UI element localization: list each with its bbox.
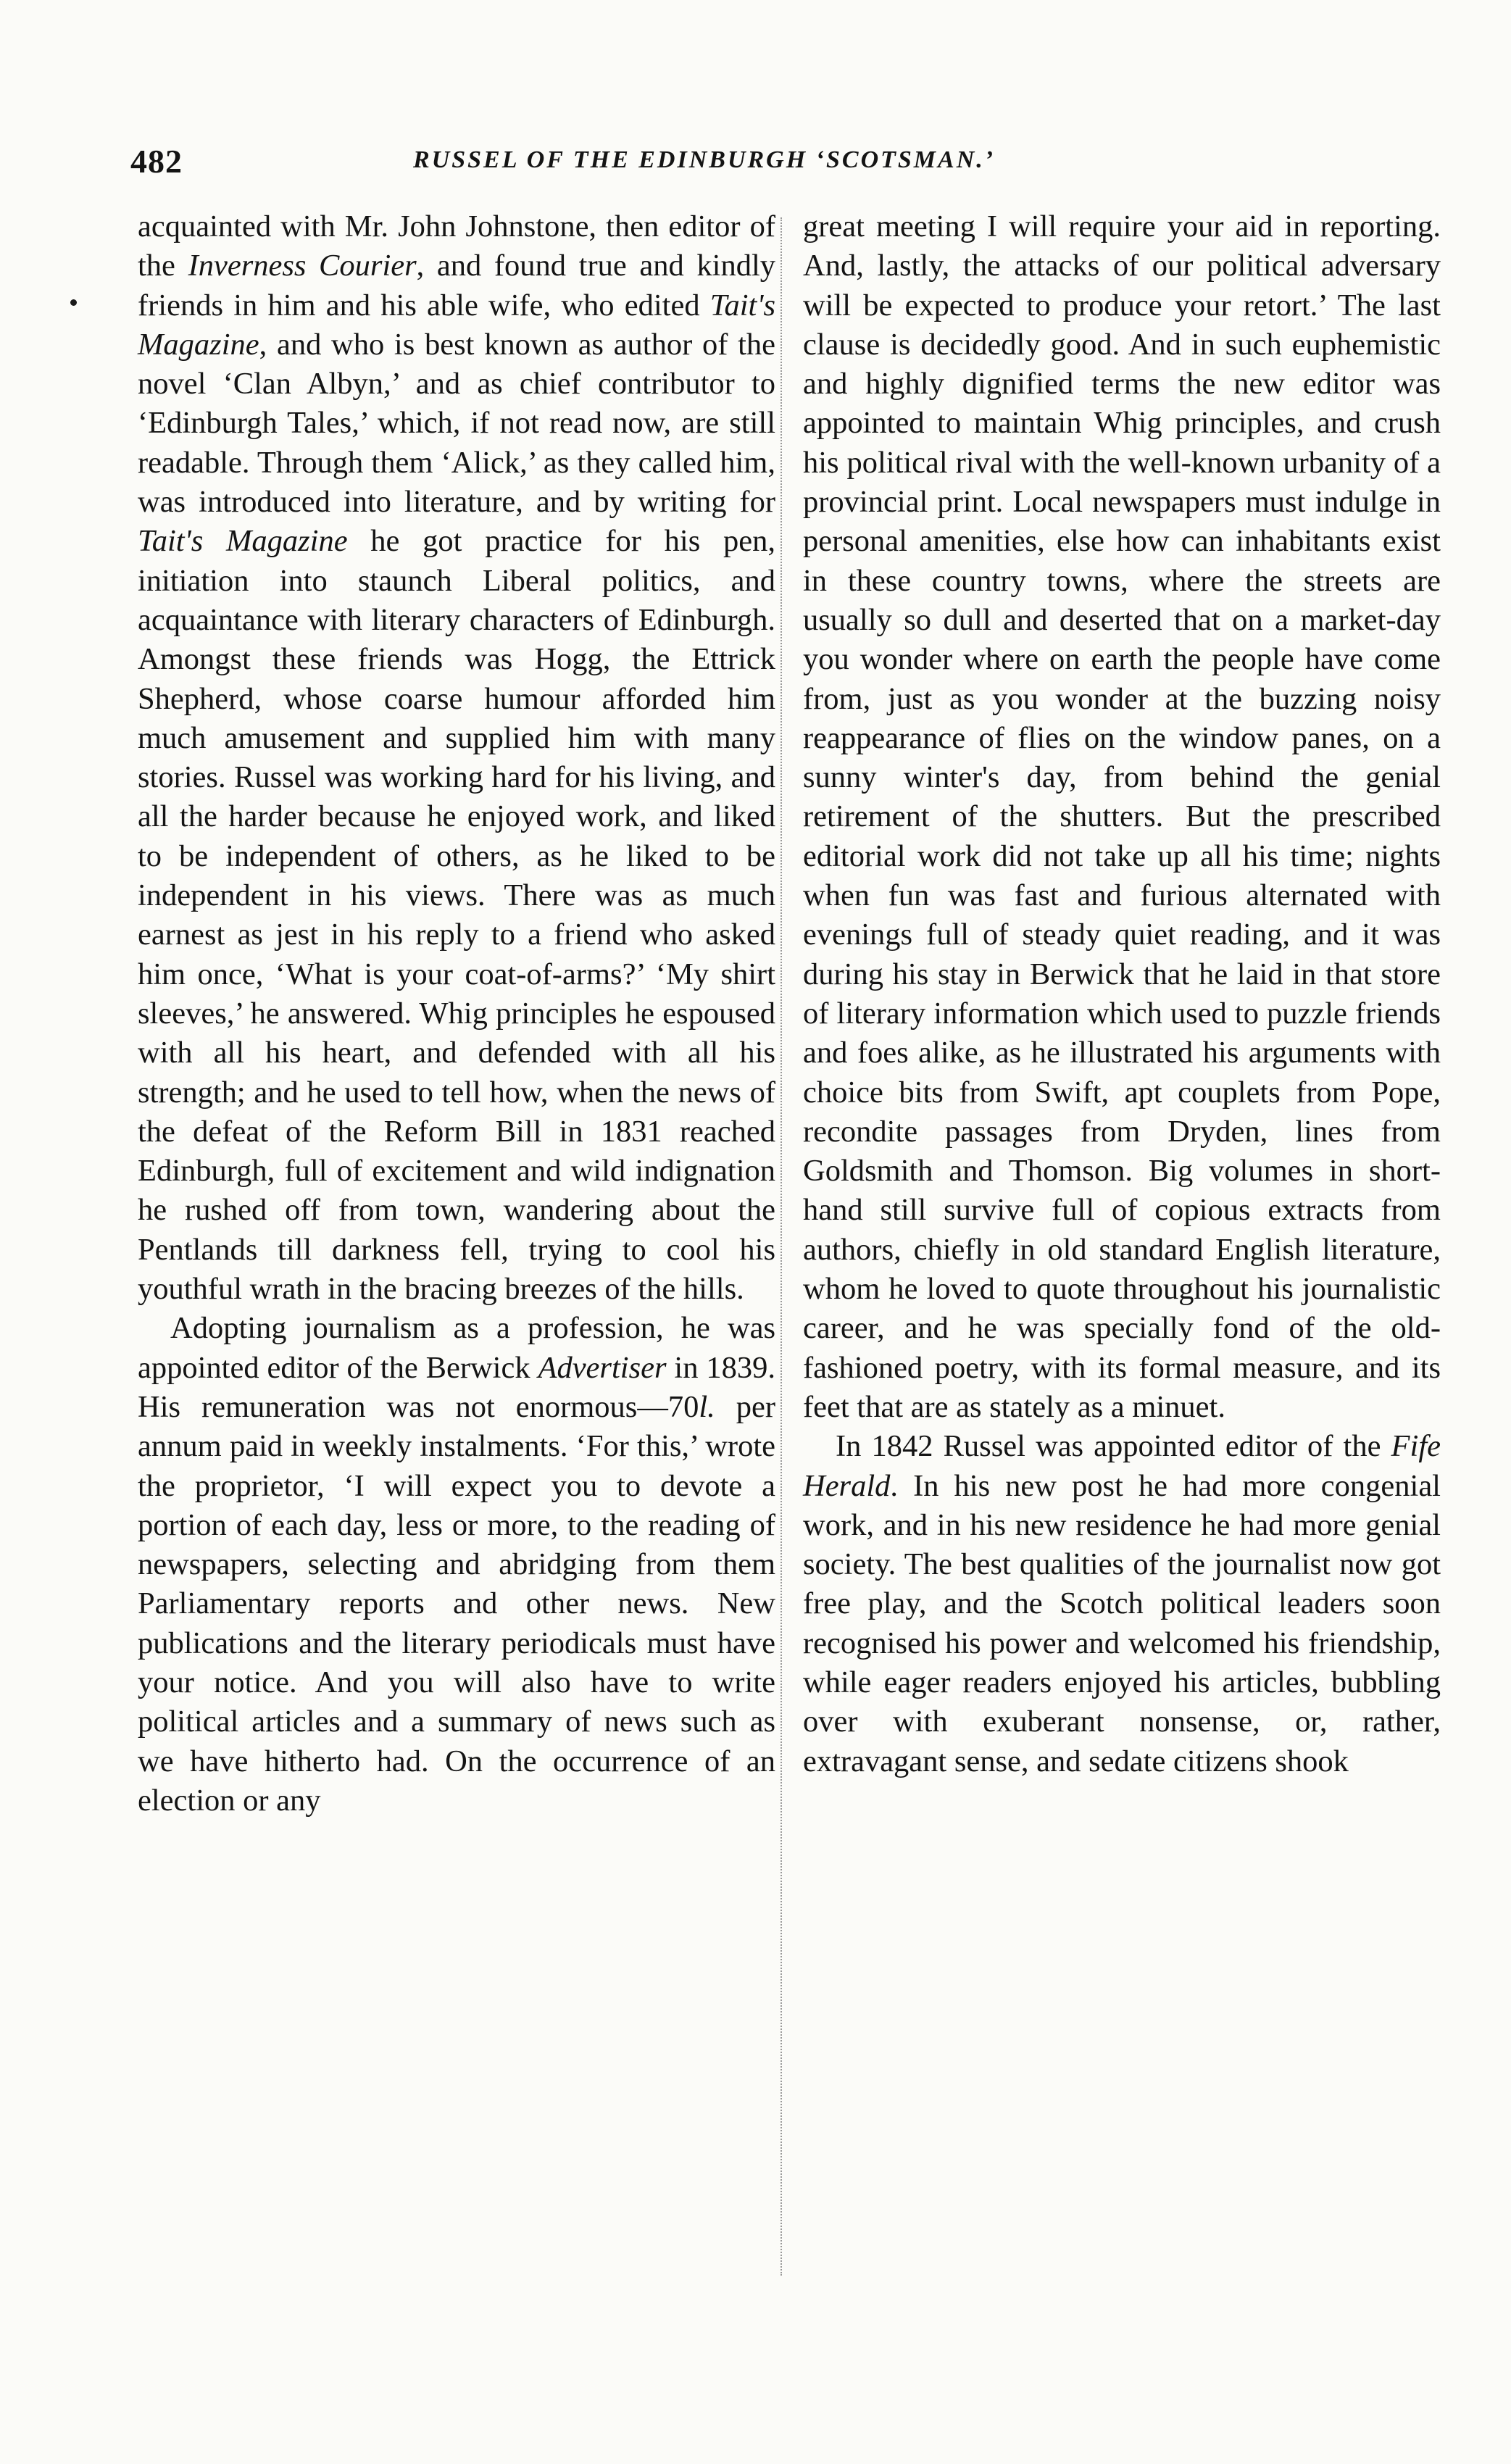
italic-text: Tait's Magazine (138, 288, 775, 362)
text-run: he got practice for his pen, initiation into staunch Liberal politics, and acquaintance with literary characters of Edinburgh. Amongst these friends was Hogg, the Ettrick Shepherd, whose coarse humour afforded him much amusement and supplied him with many stories. Russel was working hard for his living, and all the harder because he enjoyed work, and liked to be independent of others, as he liked to be independent in his views. There was as much earnest as jest in his reply to a friend who asked him once, ‘What is your coat-of-arms?’ ‘My shirt sleeves,’ he answered. Whig principles he espoused with all his heart, and defended with all his strength; and he used to tell how, when the news of the defeat of the Reform Bill in 1831 reached Edinburgh, full of excitement and wild indignation he rushed off from town, wandering about the Pentlands till darkness fell, trying to cool his youthful wrath in the bracing breezes of the hills. (138, 524, 775, 1307)
text-run: In 1842 Russel was appointed editor of the (836, 1429, 1391, 1464)
text-run: , and who is best known as author of the novel ‘Clan Albyn,’ and as chief contributor to ‘Edinburgh Tales,’ which, if not read now, are still readable. Through them ‘Alick,’ as they called him, was introduced into literature, and by writing for (138, 327, 775, 520)
italic-text: l. (699, 1389, 715, 1424)
text-run: great meeting I will require your aid in reporting. And, lastly, the attacks of our political adversary will be expected to produce your retort.’ The last clause is decidedly good. And in such euphemistic and highly dignified terms the new editor was appointed to maintain Whig principles, and crush his political rival with the well-known urbanity of a provincial print. Local newspapers must indulge in personal amenities, else how can inhabitants exist in these country towns, where the streets are usually so dull and deserted that on a market-day you wonder where on earth the people have come from, just as you wonder at the buzzing noisy reappearance of flies on the window panes, on a sunny winter's day, from behind the genial retirement of the shutters. But the prescribed editorial work did not take up all his time; nights when fun was fast and furious alternated with evenings full of steady quiet reading, and it was during his stay in Berwick that he laid in that store of literary information which used to puzzle friends and foes alike, as he illustrated his arguments with choice bits from Swift, apt couplets from Pope, recondite passages from Dryden, lines from Goldsmith and Thomson. Big volumes in short-hand still survive full of copious extracts from authors, chiefly in old standard English literature, whom he loved to quote throughout his journalistic career, and he was specially fond of the old-fashioned poetry, with its formal measure, and its feet that are as stately as a minuet. (803, 209, 1441, 1424)
column-divider (781, 217, 782, 2276)
text-run: , and found true and kindly friends in him and his able wife, who edited (138, 249, 775, 322)
paragraph (138, 207, 775, 1309)
text-run: in 1839. His remuneration was not enormous—70 (138, 1350, 775, 1424)
running-title: RUSSEL OF THE EDINBURGH ‘SCOTSMAN.’ (413, 146, 996, 173)
page-header (130, 142, 1435, 186)
italic-text: Tait's Magazine (138, 524, 348, 559)
paragraph (803, 1427, 1441, 1781)
paragraph (138, 1309, 775, 1820)
italic-text: Advertiser (538, 1350, 667, 1385)
text-run: Adopting journalism as a profession, he was appointed editor of the Berwick (138, 1311, 775, 1385)
page-number: 482 (130, 143, 183, 180)
text-run: per annum paid in weekly instalments. ‘For this,’ wrote the proprietor, ‘I will expect you to devote a portion of each day, less or more, to the reading of newspapers, selecting and abridging from them Parliamentary reports and other news. New publications and the literary periodicals must have your notice. And you will also have to write political articles and a summary of news such as we have hitherto had. On the occurrence of an election or any (138, 1389, 775, 1818)
right-column (803, 207, 1441, 1781)
italic-text: Fife Herald (803, 1429, 1441, 1503)
paragraph (803, 207, 1441, 1427)
text-run: acquainted with Mr. John Johnstone, then editor of the (138, 209, 775, 283)
left-column (138, 207, 775, 1820)
text-run: . In his new post he had more congenial work, and in his new residence he had more genial society. The best qualities of the journalist now got free play, and the Scotch political leaders soon recognised his power and welcomed his friendship, while eager readers enjoyed his articles, bubbling over with exuberant nonsense, or, rather, extravagant sense, and sedate citizens shook (803, 1468, 1441, 1778)
italic-text: Inverness Courier (188, 249, 417, 283)
ink-speck (70, 299, 77, 306)
